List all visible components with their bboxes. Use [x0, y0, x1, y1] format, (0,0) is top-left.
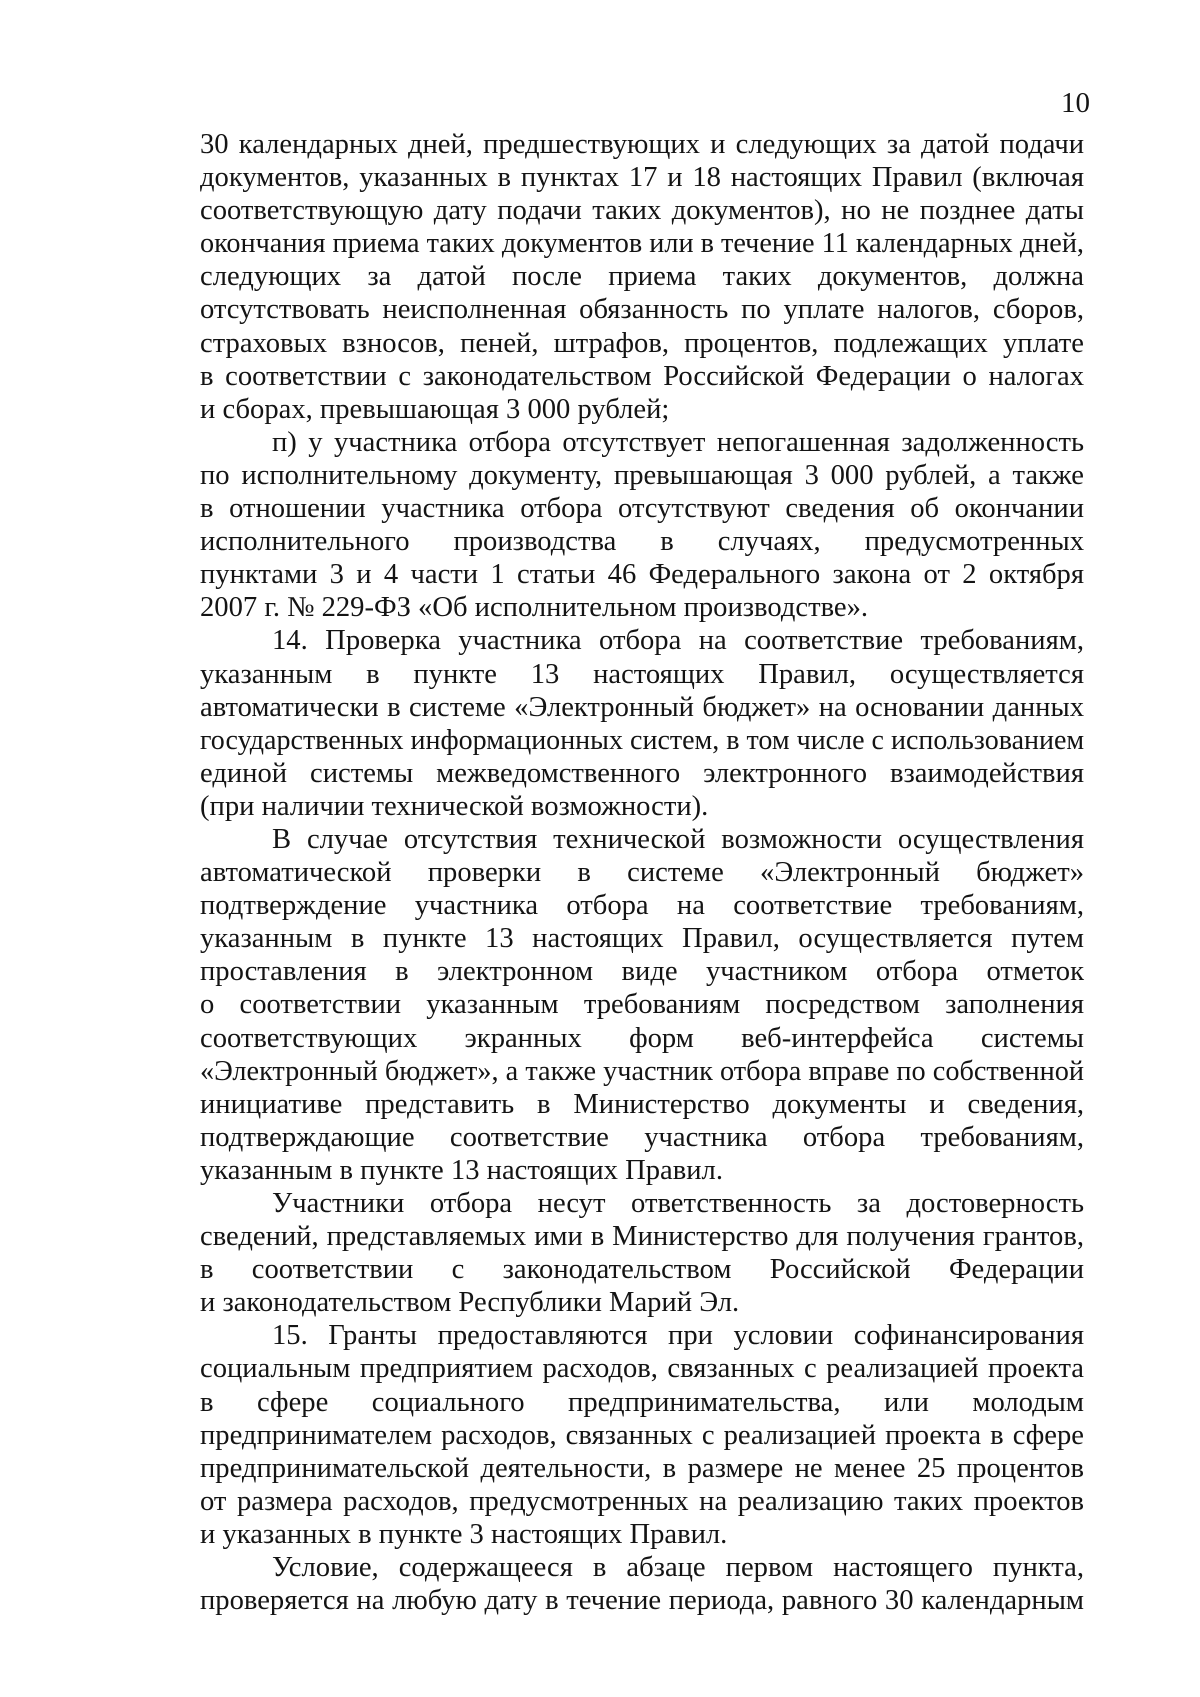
text-line: Условие, содержащееся в абзаце первом настоящего пункта, — [272, 1552, 1084, 1584]
text-line: В случае отсутствия технической возможности осуществления — [272, 823, 1084, 855]
text-line: инициативе представить в Министерство документы и сведения, — [200, 1088, 1084, 1120]
text-line: указанным в пункте 13 настоящих Правил, осуществляется — [200, 658, 1084, 690]
text-line: 30 календарных дней, предшествующих и следующих за датой подачи — [200, 129, 1084, 160]
text-line: в соответствии с законодательством Российской Федерации — [200, 1254, 1084, 1286]
text-line: 2007 г. № 229-ФЗ «Об исполнительном производстве». — [200, 592, 869, 624]
text-line: проверяется на любую дату в течение периода, равного 30 календарным — [200, 1585, 1084, 1617]
text-line: подтверждающие соответствие участника отбора требованиям, — [200, 1121, 1084, 1153]
text-line: предпринимательской деятельности, в размере не менее 25 процентов — [200, 1452, 1084, 1484]
text-line: (при наличии технической возможности). — [200, 790, 709, 822]
text-line: документов, указанных в пунктах 17 и 18 настоящих Правил (включая — [200, 162, 1084, 194]
page-number: 10 — [1061, 87, 1090, 119]
text-line: 15. Гранты предоставляются при условии софинансирования — [272, 1320, 1084, 1352]
text-line: пунктами 3 и 4 части 1 статьи 46 Федерального закона от 2 октября — [200, 559, 1084, 591]
text-line: окончания приема таких документов или в течение 11 календарных дней, — [200, 228, 1084, 260]
text-line: 14. Проверка участника отбора на соответствие требованиям, — [272, 625, 1084, 657]
text-line: в сфере социального предпринимательства, или молодым — [200, 1386, 1084, 1418]
text-line: «Электронный бюджет», а также участник отбора вправе по собственной — [200, 1055, 1084, 1087]
text-line: Участники отбора несут ответственность за достоверность — [272, 1188, 1084, 1219]
text-line: социальным предприятием расходов, связанных с реализацией проекта — [200, 1353, 1084, 1385]
text-line: предпринимателем расходов, связанных с реализацией проекта в сфере — [200, 1419, 1084, 1451]
text-line: проставления в электронном виде участником отбора отметок — [200, 956, 1084, 988]
document-body — [200, 128, 1084, 1617]
text-line: о соответствии указанным требованиям посредством заполнения — [200, 989, 1084, 1021]
text-line: и законодательством Республики Марий Эл. — [200, 1287, 740, 1319]
text-line: п) у участника отбора отсутствует непогашенная задолженность — [272, 426, 1084, 458]
text-line: от размера расходов, предусмотренных на реализацию таких проектов — [200, 1485, 1084, 1517]
text-line: единой системы межведомственного электронного взаимодействия — [200, 757, 1084, 789]
text-line: соответствующую дату подачи таких документов), но не позднее даты — [200, 195, 1084, 227]
text-line: в отношении участника отбора отсутствуют сведения об окончании — [200, 493, 1084, 525]
text-line: и сборах, превышающая 3 000 рублей; — [200, 393, 670, 425]
text-line: указанным в пункте 13 настоящих Правил. — [200, 1154, 723, 1186]
text-line: и указанных в пункте 3 настоящих Правил. — [200, 1518, 728, 1550]
text-line: исполнительного производства в случаях, предусмотренных — [200, 526, 1084, 558]
text-line: соответствующих экранных форм веб-интерфейса системы — [200, 1022, 1084, 1054]
text-line: автоматически в системе «Электронный бюджет» на основании данных — [200, 691, 1084, 723]
text-line: страховых взносов, пеней, штрафов, процентов, подлежащих уплате — [200, 327, 1084, 359]
text-line: государственных информационных систем, в том числе с использованием — [200, 724, 1085, 756]
text-line: в соответствии с законодательством Российской Федерации о налогах — [200, 360, 1084, 392]
text-line: указанным в пункте 13 настоящих Правил, осуществляется путем — [200, 923, 1084, 955]
text-line: отсутствовать неисполненная обязанность по уплате налогов, сборов, — [200, 294, 1084, 326]
text-line: сведений, представляемых ими в Министерство для получения грантов, — [200, 1221, 1084, 1253]
text-line: по исполнительному документу, превышающая 3 000 рублей, а также — [200, 459, 1084, 491]
text-line: автоматической проверки в системе «Электронный бюджет» — [200, 857, 1084, 889]
text-line: подтверждение участника отбора на соответствие требованиям, — [200, 890, 1084, 922]
text-line: следующих за датой после приема таких документов, должна — [200, 261, 1084, 293]
